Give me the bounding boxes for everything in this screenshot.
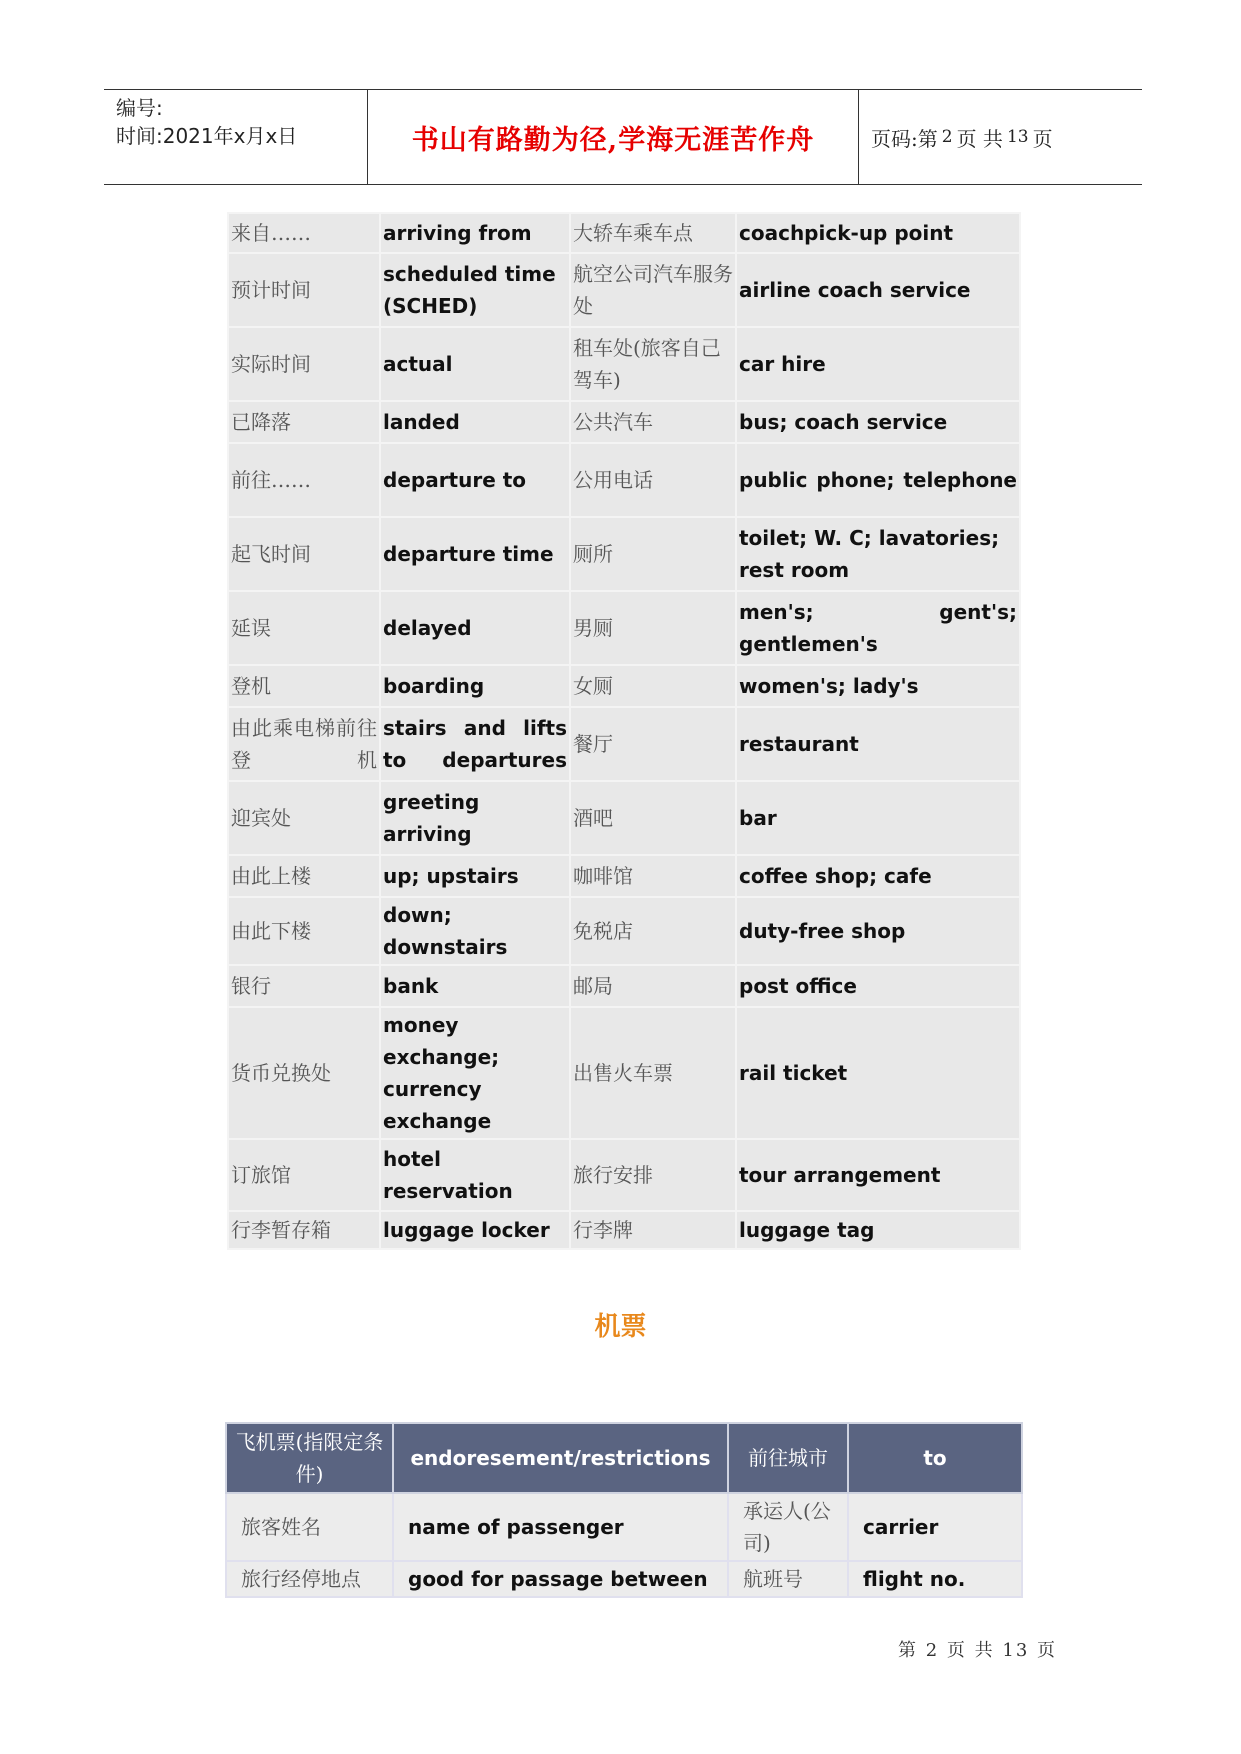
page-current: 2 — [941, 127, 953, 147]
vocab-term-zh: 咖啡馆 — [570, 855, 736, 897]
vocab-term-en: departure time — [380, 517, 570, 591]
vocab-term-zh: 公共汽车 — [570, 401, 736, 443]
vocab-row — [228, 897, 1020, 965]
vocab-term-zh: 由此上楼 — [228, 855, 380, 897]
vocab-term-en: actual — [380, 327, 570, 401]
vocab-term-en: up; upstairs — [380, 855, 570, 897]
vocab-term-en: restaurant — [736, 707, 1020, 781]
vocab-term-en: post office — [736, 965, 1020, 1007]
ticket-cell-en1: good for passage between — [393, 1561, 728, 1597]
page-total: 13 — [1006, 127, 1029, 147]
ticket-header-en1: endoresement/restrictions — [393, 1423, 728, 1493]
vocab-term-zh: 行李牌 — [570, 1211, 736, 1249]
vocab-term-en: public phone; telephone — [736, 443, 1020, 517]
header-page-number — [859, 90, 1142, 184]
vocab-term-zh: 由此乘电梯前往登机 — [228, 707, 380, 781]
ticket-header-zh1: 飞机票(指限定条件) — [226, 1423, 393, 1493]
vocab-row — [228, 591, 1020, 665]
header-motto: 书山有路勤为径,学海无涯苦作舟 — [368, 90, 859, 184]
vocab-term-en: rail ticket — [736, 1007, 1020, 1139]
vocab-term-en: greeting arriving — [380, 781, 570, 855]
vocab-term-zh: 大轿车乘车点 — [570, 213, 736, 253]
vocab-term-zh: 租车处(旅客自己驾车) — [570, 327, 736, 401]
vocab-row — [228, 1007, 1020, 1139]
vocab-row — [228, 1139, 1020, 1211]
vocab-term-zh: 免税店 — [570, 897, 736, 965]
vocab-term-zh: 旅行安排 — [570, 1139, 736, 1211]
vocab-term-en: coffee shop; cafe — [736, 855, 1020, 897]
ticket-header-en2: to — [848, 1423, 1022, 1493]
vocab-term-en: scheduled time (SCHED) — [380, 253, 570, 327]
vocab-term-zh: 邮局 — [570, 965, 736, 1007]
vocab-term-en: bank — [380, 965, 570, 1007]
vocab-term-zh: 预计时间 — [228, 253, 380, 327]
vocab-term-zh: 登机 — [228, 665, 380, 707]
vocab-row — [228, 327, 1020, 401]
vocab-row — [228, 401, 1020, 443]
vocab-term-zh: 由此下楼 — [228, 897, 380, 965]
vocab-term-zh: 迎宾处 — [228, 781, 380, 855]
page-header — [104, 89, 1142, 185]
vocab-term-zh: 女厕 — [570, 665, 736, 707]
vocab-term-en: luggage tag — [736, 1211, 1020, 1249]
vocab-term-en: departure to — [380, 443, 570, 517]
airport-vocab-table — [227, 212, 1021, 1250]
vocab-row — [228, 707, 1020, 781]
vocab-term-en: hotel reservation — [380, 1139, 570, 1211]
vocab-term-zh: 行李暂存箱 — [228, 1211, 380, 1249]
vocab-term-en: luggage locker — [380, 1211, 570, 1249]
vocab-term-zh: 起飞时间 — [228, 517, 380, 591]
vocab-row — [228, 517, 1020, 591]
vocab-row — [228, 665, 1020, 707]
vocab-term-en: down; downstairs — [380, 897, 570, 965]
vocab-term-en: bar — [736, 781, 1020, 855]
vocab-term-en: toilet; W. C; lavatories; rest room — [736, 517, 1020, 591]
air-ticket-table — [225, 1422, 1023, 1598]
ticket-cell-zh1: 旅客姓名 — [226, 1493, 393, 1561]
vocab-term-zh: 实际时间 — [228, 327, 380, 401]
vocab-term-zh: 订旅馆 — [228, 1139, 380, 1211]
vocab-term-zh: 货币兑换处 — [228, 1007, 380, 1139]
vocab-row — [228, 965, 1020, 1007]
vocab-term-zh: 酒吧 — [570, 781, 736, 855]
vocab-term-en: money exchange; currency exchange — [380, 1007, 570, 1139]
vocab-row — [228, 781, 1020, 855]
vocab-term-zh: 延误 — [228, 591, 380, 665]
vocab-row — [228, 253, 1020, 327]
vocab-term-en: boarding — [380, 665, 570, 707]
ticket-cell-en2: carrier — [848, 1493, 1022, 1561]
vocab-row — [228, 443, 1020, 517]
header-meta — [104, 90, 368, 184]
vocab-term-zh: 男厕 — [570, 591, 736, 665]
ticket-header-zh2: 前往城市 — [728, 1423, 848, 1493]
vocab-term-en: women's; lady's — [736, 665, 1020, 707]
vocab-term-en: car hire — [736, 327, 1020, 401]
ticket-cell-zh2: 承运人(公司) — [728, 1493, 848, 1561]
vocab-row — [228, 1211, 1020, 1249]
ticket-cell-zh2: 航班号 — [728, 1561, 848, 1597]
ticket-cell-zh1: 旅行经停地点 — [226, 1561, 393, 1597]
vocab-term-en: stairs and lifts to departures — [380, 707, 570, 781]
vocab-term-en: duty-free shop — [736, 897, 1020, 965]
vocab-term-zh: 出售火车票 — [570, 1007, 736, 1139]
vocab-term-en: delayed — [380, 591, 570, 665]
serial-label: 编号: — [116, 96, 163, 120]
vocab-term-zh: 银行 — [228, 965, 380, 1007]
vocab-term-en: airline coach service — [736, 253, 1020, 327]
vocab-term-en: arriving from — [380, 213, 570, 253]
vocab-term-zh: 厕所 — [570, 517, 736, 591]
vocab-term-en: bus; coach service — [736, 401, 1020, 443]
ticket-cell-en1: name of passenger — [393, 1493, 728, 1561]
page-mid: 页 共 — [956, 126, 1003, 151]
vocab-term-zh: 已降落 — [228, 401, 380, 443]
ticket-row — [226, 1493, 1022, 1561]
ticket-cell-en2: flight no. — [848, 1561, 1022, 1597]
page-suffix: 页 — [1032, 126, 1053, 151]
vocab-term-en: coachpick-up point — [736, 213, 1020, 253]
vocab-term-zh: 公用电话 — [570, 443, 736, 517]
vocab-term-zh: 餐厅 — [570, 707, 736, 781]
vocab-term-zh: 来自…… — [228, 213, 380, 253]
page-prefix: 页码:第 — [871, 126, 938, 151]
vocab-row — [228, 213, 1020, 253]
page-footer: 第 2 页 共 13 页 — [898, 1640, 1057, 1661]
vocab-term-en: tour arrangement — [736, 1139, 1020, 1211]
vocab-term-zh: 航空公司汽车服务处 — [570, 253, 736, 327]
ticket-header-row — [226, 1423, 1022, 1493]
time-label: 时间:2021年x月x日 — [116, 124, 298, 148]
ticket-row — [226, 1561, 1022, 1597]
vocab-term-en: landed — [380, 401, 570, 443]
section-title: 机票 — [594, 1312, 647, 1342]
vocab-term-en: men's; gent's; gentlemen's — [736, 591, 1020, 665]
vocab-row — [228, 855, 1020, 897]
vocab-term-zh: 前往…… — [228, 443, 380, 517]
